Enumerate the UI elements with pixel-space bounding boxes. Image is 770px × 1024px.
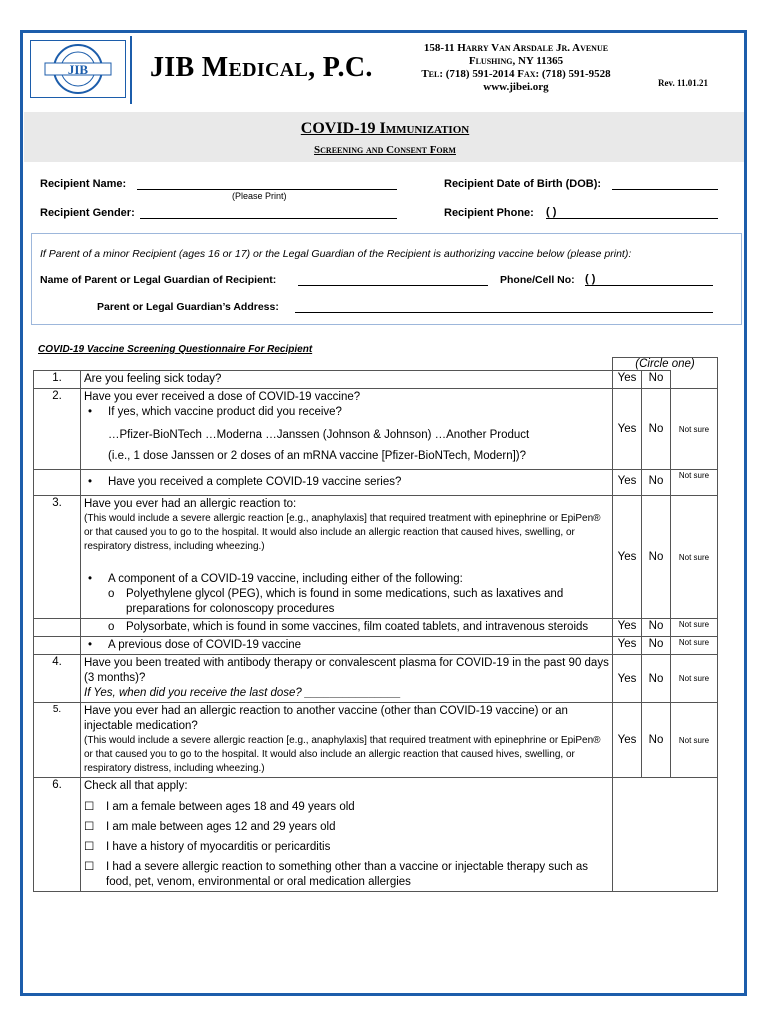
recipient-dob-label: Recipient Date of Birth (DOB): <box>444 178 602 190</box>
q3b-text: • A previous dose of COVID-19 vaccine <box>84 638 609 653</box>
question-row-1 <box>34 371 718 389</box>
q5-no[interactable]: No <box>642 703 671 778</box>
q3a-yes[interactable]: Yes <box>613 496 642 619</box>
guardian-intro: If Parent of a minor Recipient (ages 16 or 17) or the Legal Guardian of the Recipient is authorizing vaccine below (please print): <box>40 248 632 260</box>
form-title: COVID-19 Immunization <box>300 120 470 137</box>
q2-yes[interactable]: Yes <box>613 389 642 470</box>
q4-not-sure[interactable]: Not sure <box>671 655 718 703</box>
q3a-ii-no[interactable]: No <box>642 619 671 637</box>
guardian-phone-paren: ( ) <box>585 273 596 285</box>
q5-yes[interactable]: Yes <box>613 703 642 778</box>
q3b-not-sure[interactable]: Not sure <box>671 637 718 655</box>
q2a-note: (i.e., 1 dose Janssen or 2 doses of an mRNA vaccine [Pfizer-BioNTech, Modern])? <box>108 450 527 462</box>
guardian-phone-label: Phone/Cell No: <box>500 274 575 286</box>
screening-table <box>33 357 718 892</box>
q6-option-3-label: I have a history of myocarditis or pericarditis <box>106 841 331 853</box>
q2b-yes[interactable]: Yes <box>613 470 642 496</box>
company-address <box>400 42 632 94</box>
q2a-text: • If yes, which vaccine product did you receive? <box>84 405 609 420</box>
question-row-6 <box>34 778 718 892</box>
q6-option-2-label: I am male between ages 12 and 29 years old <box>106 821 336 833</box>
address-line-2: Flushing, NY 11365 <box>468 55 564 67</box>
q6-option-4-label: I had a severe allergic reaction to something other than a vaccine or injectable therapy such as food, pet, venom, environmental or oral medication allergies <box>106 861 589 888</box>
revision-label: Rev. 11.01.21 <box>658 78 709 88</box>
q6-option-2[interactable] <box>84 820 609 835</box>
recipient-phone-field[interactable] <box>546 218 718 219</box>
guardian-address-label: Parent or Legal Guardian’s Address: <box>97 301 279 313</box>
q1-yes[interactable]: Yes <box>613 371 642 389</box>
q2-no[interactable]: No <box>642 389 671 470</box>
q5-number: 5. <box>34 703 81 778</box>
header-divider <box>130 36 132 104</box>
q3a-i-text: Polyethylene glycol (PEG), which is found in some medications, such as laxatives and preparations for colonoscopy procedures <box>126 588 564 615</box>
q5-text: Have you ever had an allergic reaction to another vaccine (other than COVID-19 vaccine) or an injectable medication? <box>84 705 568 732</box>
question-row-2b <box>34 470 718 496</box>
circle-one-label: (Circle one) <box>613 358 718 371</box>
guardian-name-field[interactable] <box>298 285 488 286</box>
q3a-text: • A component of a COVID-19 vaccine, including either of the following: <box>84 572 609 587</box>
questionnaire-heading: COVID-19 Vaccine Screening Questionnaire For Recipient <box>38 344 313 355</box>
q4-number: 4. <box>34 655 81 703</box>
q3-note: (This would include a severe allergic reaction [e.g., anaphylaxis] that required treatment with epinephrine or EpiPen® or that caused you to go to the hospital. It would also include an allergic reaction that caused hives, swelling, or respiratory distress, including wheezing.) <box>84 513 601 552</box>
question-row-3: 3. Have you ever had an allergic reaction to: (This would include a severe allergic reaction [e.g., anaphylaxis] that required treatment with epinephrine or EpiPen® or that caused you to go to the hospital. It would also include an allergic reaction that caused hives, swelling, or respiratory distress, including wheezing.) • A component of a COVID-19 vaccine, including either of the following: o Polyethylene glycol (PEG), which is found in some medications, such as laxatives and preparations for colonoscopy procedures Yes No Not sure <box>34 496 718 619</box>
checkbox-icon[interactable]: ☐ <box>84 861 95 873</box>
q3-number: 3. <box>34 496 81 619</box>
question-row-3a-ii: o Polysorbate, which is found in some vaccines, film coated tablets, and intravenous steroids Yes No Not sure <box>34 619 718 637</box>
question-row-2 <box>34 389 718 470</box>
q6-option-3[interactable] <box>84 840 609 855</box>
recipient-gender-field[interactable] <box>140 218 397 219</box>
recipient-gender-label: Recipient Gender: <box>40 207 135 219</box>
q2-number: 2. <box>34 389 81 470</box>
guardian-address-field[interactable] <box>295 312 713 313</box>
q1-number: 1. <box>34 371 81 389</box>
q3a-ii-yes[interactable]: Yes <box>613 619 642 637</box>
checkbox-icon[interactable]: ☐ <box>84 801 95 813</box>
address-line-1: 158-11 Harry Van Arsdale Jr. Avenue <box>423 42 609 54</box>
checkbox-icon[interactable]: ☐ <box>84 821 95 833</box>
form-subtitle: Screening and Consent Form <box>314 144 456 156</box>
question-row-3b <box>34 637 718 655</box>
recipient-phone-paren: ( ) <box>546 206 557 218</box>
q3b-yes[interactable]: Yes <box>613 637 642 655</box>
q1-no[interactable]: No <box>642 371 671 389</box>
q3a-ii-text: Polysorbate, which is found in some vaccines, film coated tablets, and intravenous steroids <box>126 621 589 633</box>
q4-followup: If Yes, when did you receive the last dose? _______________ <box>84 687 401 699</box>
q6-option-1[interactable] <box>84 800 609 815</box>
q5-not-sure[interactable]: Not sure <box>671 703 718 778</box>
question-row-5 <box>34 703 718 778</box>
q2b-no[interactable]: No <box>642 470 671 496</box>
website: www.jibei.org <box>483 81 549 93</box>
address-line-3: Tel: (718) 591-2014 Fax: (718) 591-9528 <box>421 68 611 80</box>
checkbox-icon[interactable]: ☐ <box>84 841 95 853</box>
recipient-phone-label: Recipient Phone: <box>444 207 534 219</box>
company-name: JIB Medical, P.C. <box>150 52 373 83</box>
q2b-not-sure[interactable]: Not sure <box>671 470 718 496</box>
q4-no[interactable]: No <box>642 655 671 703</box>
q6-option-4[interactable] <box>84 860 609 890</box>
recipient-dob-field[interactable] <box>612 189 718 190</box>
q3a-not-sure[interactable]: Not sure <box>671 496 718 619</box>
q4-text: Have you been treated with antibody therapy or convalescent plasma for COVID-19 in the past 90 days (3 months)? <box>84 657 609 684</box>
q3a-ii-not-sure[interactable]: Not sure <box>671 619 718 637</box>
q3-text: Have you ever had an allergic reaction to: <box>84 498 297 510</box>
q3a-no[interactable]: No <box>642 496 671 619</box>
q2-not-sure[interactable]: Not sure <box>671 389 718 470</box>
q2b-text: • Have you received a complete COVID-19 vaccine series? <box>84 475 609 490</box>
q6-number: 6. <box>34 778 81 892</box>
q1-text: Are you feeling sick today? <box>81 371 613 389</box>
q2a-options: …Pfizer-BioNTech …Moderna …Janssen (Johnson & Johnson) …Another Product <box>108 429 530 441</box>
recipient-name-label: Recipient Name: <box>40 178 127 190</box>
svg-text:JIB: JIB <box>67 62 89 77</box>
q5-note: (This would include a severe allergic reaction [e.g., anaphylaxis] that required treatment with epinephrine or EpiPen® or that caused you to go to the hospital. It would also include an allergic reaction that caused hives, swelling, or respiratory distress, including wheezing.) <box>84 735 601 774</box>
q2-text: Have you ever received a dose of COVID-19 vaccine? <box>84 391 361 403</box>
jib-logo <box>30 40 126 98</box>
guardian-name-label: Name of Parent or Legal Guardian of Recipient: <box>40 274 277 286</box>
please-print-note: (Please Print) <box>232 191 287 201</box>
q4-yes[interactable]: Yes <box>613 655 642 703</box>
question-row-4 <box>34 655 718 703</box>
guardian-phone-field[interactable] <box>585 285 713 286</box>
q3b-no[interactable]: No <box>642 637 671 655</box>
q6-option-1-label: I am a female between ages 18 and 49 years old <box>106 801 355 813</box>
recipient-name-field[interactable] <box>137 189 397 190</box>
q6-text: Check all that apply: <box>84 780 188 792</box>
